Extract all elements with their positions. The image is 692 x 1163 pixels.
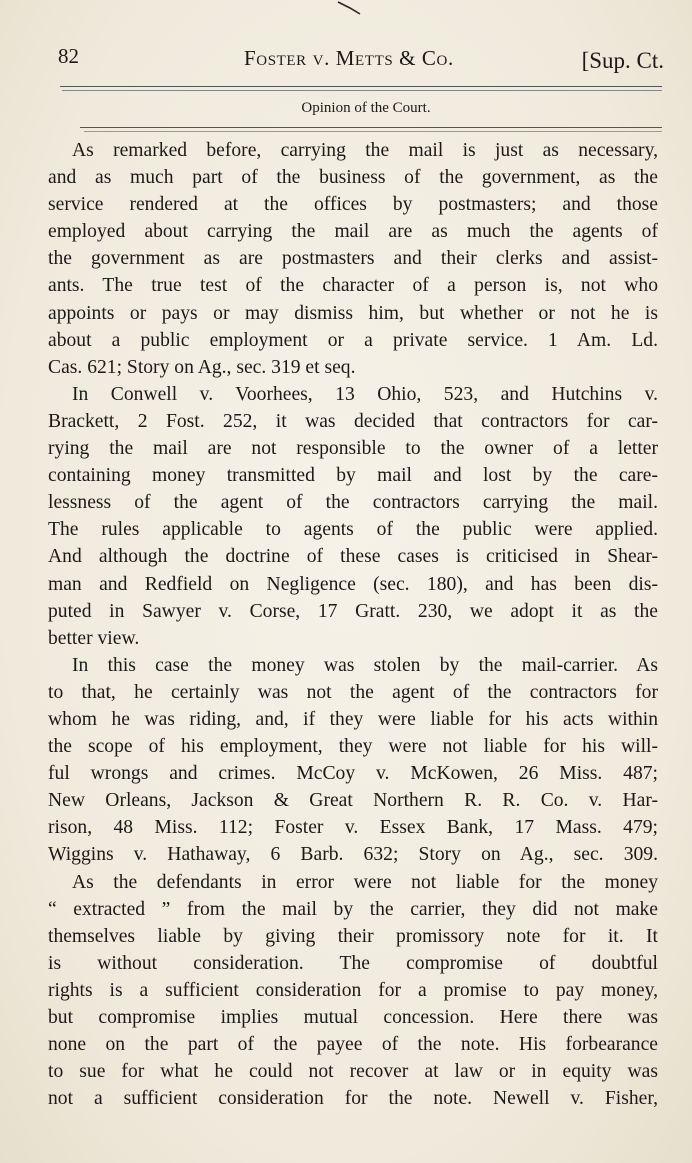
- section-subheading: Opinion of the Court.: [301, 100, 431, 116]
- paragraph: [48, 869, 658, 1113]
- text-line: As the defendants in error were not liable for the money: [72, 871, 658, 893]
- text-line: but compromise implies mutual concession. Here there was: [48, 1007, 658, 1028]
- text-line: man and Redfield on Negligence (sec. 180), and has been dis-: [48, 573, 658, 595]
- subheading-rule: [84, 131, 662, 132]
- text-line: to that, he certainly was not the agent of the contractors for: [48, 681, 658, 703]
- text-line: “ extracted ” from the mail by the carrier, they did not make: [48, 898, 658, 920]
- court-label: [Sup. Ct.: [581, 48, 664, 73]
- text-line: service rendered at the offices by postmasters; and those: [48, 194, 658, 216]
- text-line: New Orleans, Jackson & Great Northern R. R. Co. v. Har-: [48, 790, 658, 812]
- running-title: Foster v. Metts & Co.: [244, 46, 454, 70]
- paragraph: [48, 381, 658, 652]
- text-line: lessness of the agent of the contractors carrying the mail.: [48, 492, 658, 514]
- header-rule: [60, 86, 662, 87]
- text-line: the government as are postmasters and their clerks and assist-: [48, 248, 658, 270]
- text-line: appoints or pays or may dismiss him, but whether or not he is: [48, 302, 658, 324]
- text-line: In Conwell v. Voorhees, 13 Ohio, 523, and Hutchins v.: [72, 383, 658, 405]
- text-line: the scope of his employment, they were not liable for his will-: [48, 736, 658, 758]
- text-line: ants. The true test of the character of a person is, not who: [48, 275, 658, 297]
- text-line: Wiggins v. Hathaway, 6 Barb. 632; Story on Ag., sec. 309.: [48, 844, 658, 866]
- printer-mark-icon: [336, 0, 362, 16]
- text-line: whom he was riding, and, if they were liable for his acts within: [48, 708, 658, 730]
- text-line: not a sufficient consideration for the note. Newell v. Fisher,: [48, 1088, 658, 1110]
- paragraph: [48, 652, 658, 869]
- text-line: and as much part of the business of the government, as the: [48, 167, 658, 189]
- text-line: better view.: [48, 627, 140, 649]
- text-line: puted in Sawyer v. Corse, 17 Gratt. 230, we adopt it as the: [48, 600, 658, 622]
- text-line: Brackett, 2 Fost. 252, it was decided that contractors for car-: [48, 410, 658, 432]
- paragraph: [48, 137, 658, 381]
- header-rule: [62, 90, 662, 91]
- subheading-rule: [80, 127, 662, 128]
- text-line: is without consideration. The compromise of doubtful: [48, 952, 658, 974]
- opinion-text: [48, 137, 658, 1112]
- text-line: none on the part of the payee of the note. His forbearance: [48, 1034, 658, 1056]
- text-line: And although the doctrine of these cases is criticised in Shear-: [48, 546, 658, 568]
- page-header: [58, 38, 664, 74]
- text-line: containing money transmitted by mail and lost by the care-: [48, 465, 658, 487]
- page-number: 82: [58, 44, 79, 68]
- text-line: ful wrongs and crimes. McCoy v. McKowen, 26 Miss. 487;: [48, 763, 658, 785]
- text-line: about a public employment or a private service. 1 Am. Ld.: [48, 329, 658, 351]
- text-line: In this case the money was stolen by the mail-carrier. As: [72, 654, 658, 676]
- text-line: themselves liable by giving their promissory note for it. It: [48, 925, 658, 947]
- text-line: rying the mail are not responsible to the owner of a letter: [48, 438, 658, 460]
- text-line: rights is a sufficient consideration for a promise to pay money,: [48, 979, 658, 1001]
- text-line: employed about carrying the mail are as much the agents of: [48, 221, 658, 243]
- text-line: rison, 48 Miss. 112; Foster v. Essex Bank, 17 Mass. 479;: [48, 817, 658, 839]
- text-line: As remarked before, carrying the mail is just as necessary,: [72, 140, 658, 161]
- text-line: to sue for what he could not recover at law or in equity was: [48, 1061, 658, 1083]
- text-line: Cas. 621; Story on Ag., sec. 319 et seq.: [48, 356, 356, 378]
- text-line: The rules applicable to agents of the public were applied.: [48, 519, 658, 541]
